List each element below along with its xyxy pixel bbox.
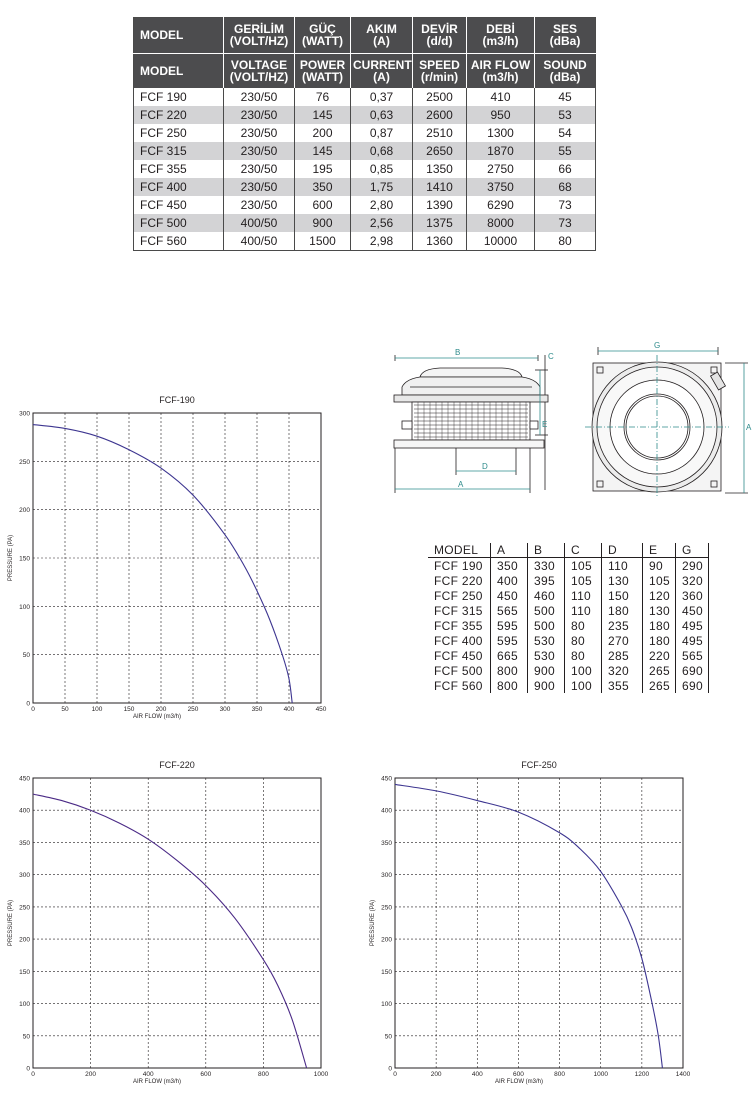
x-tick-label: 50 xyxy=(61,706,69,713)
dim-header-cell: E xyxy=(643,543,676,558)
dim-cell: 235 xyxy=(602,618,643,633)
spec-header-cell: POWER (WATT) xyxy=(295,54,351,89)
dim-label-b: B xyxy=(455,348,461,357)
y-tick-label: 400 xyxy=(19,807,30,815)
spec-cell: 10000 xyxy=(467,232,535,251)
dim-cell: 530 xyxy=(528,633,565,648)
x-axis-label: AIR FLOW (m3/h) xyxy=(132,714,182,720)
dim-row xyxy=(428,633,709,648)
y-tick-label: 300 xyxy=(381,872,392,880)
spec-cell: FCF 315 xyxy=(134,142,224,160)
spec-cell: 73 xyxy=(535,214,596,232)
y-tick-label: 150 xyxy=(19,555,30,563)
spec-cell: 145 xyxy=(295,106,351,124)
dim-cell: FCF 250 xyxy=(434,588,483,603)
dim-row xyxy=(428,663,709,678)
spec-header-cell: DEBİ (m3/h) xyxy=(467,18,535,54)
spec-cell: 68 xyxy=(535,178,596,196)
y-tick-label: 150 xyxy=(19,968,30,976)
dim-cell: FCF 315 xyxy=(434,603,483,618)
spec-cell: 1390 xyxy=(413,196,467,214)
spec-header-cell: AKIM (A) xyxy=(351,18,413,54)
spec-cell: 0,37 xyxy=(351,88,413,106)
dim-cell: 495 xyxy=(676,633,709,648)
dim-cell: 900 xyxy=(528,678,565,693)
dim-cell: 150 xyxy=(602,588,643,603)
spec-header-cell: CURRENT (A) xyxy=(351,54,413,89)
y-tick-label: 200 xyxy=(19,507,30,515)
spec-cell: 2650 xyxy=(413,142,467,160)
spec-cell: 1360 xyxy=(413,232,467,251)
spec-cell: FCF 450 xyxy=(140,198,187,212)
dim-cell: 130 xyxy=(602,573,643,588)
x-tick-label: 800 xyxy=(257,1071,269,1078)
x-tick-label: 1200 xyxy=(634,1071,650,1078)
dim-cell: 800 xyxy=(491,678,528,693)
dim-cell: 90 xyxy=(643,558,676,574)
x-tick-label: 200 xyxy=(85,1071,97,1078)
spec-cell: FCF 500 xyxy=(134,214,224,232)
spec-cell: FCF 220 xyxy=(134,106,224,124)
dim-cell: 495 xyxy=(676,618,709,633)
y-tick-label: 50 xyxy=(22,1033,30,1041)
y-tick-label: 350 xyxy=(381,839,392,847)
dim-cell: 320 xyxy=(676,573,709,588)
dim-cell: 105 xyxy=(643,573,676,588)
spec-cell: FCF 250 xyxy=(140,126,187,140)
pressure-curve xyxy=(33,425,292,703)
spec-header-cell: VOLTAGE (VOLT/HZ) xyxy=(224,54,295,89)
y-tick-label: 200 xyxy=(19,936,30,944)
y-tick-label: 50 xyxy=(22,652,30,660)
spec-cell: 6290 xyxy=(467,196,535,214)
x-tick-label: 150 xyxy=(123,706,135,713)
dim-cell: 400 xyxy=(491,573,528,588)
spec-cell: 230/50 xyxy=(224,178,295,196)
spec-cell: 230/50 xyxy=(224,142,295,160)
dim-row xyxy=(428,558,709,574)
spec-cell: 145 xyxy=(295,142,351,160)
dim-cell: 120 xyxy=(643,588,676,603)
dim-cell: 265 xyxy=(643,663,676,678)
spec-header-cell: SOUND (dBa) xyxy=(535,54,596,89)
dim-cell: 595 xyxy=(491,618,528,633)
spec-cell: FCF 190 xyxy=(140,90,187,104)
spec-header-cell: DEVİR (d/d) xyxy=(413,18,467,54)
spec-row xyxy=(134,214,596,232)
dim-label-a: A xyxy=(458,480,464,489)
dim-cell: 80 xyxy=(565,618,602,633)
dim-cell: 530 xyxy=(528,648,565,663)
dim-header-cell: A xyxy=(491,543,528,558)
dim-cell: 180 xyxy=(643,618,676,633)
x-tick-label: 350 xyxy=(251,706,263,713)
spec-cell: FCF 560 xyxy=(140,234,187,248)
spec-cell: 950 xyxy=(467,106,535,124)
fcf-250-pressure-chart xyxy=(362,758,692,1093)
spec-header-row-en xyxy=(134,54,596,89)
dim-row xyxy=(428,678,709,693)
spec-cell: 2510 xyxy=(413,124,467,142)
y-tick-label: 450 xyxy=(381,775,392,783)
spec-row xyxy=(134,142,596,160)
dim-cell: 270 xyxy=(602,633,643,648)
spec-cell: 3750 xyxy=(467,178,535,196)
y-tick-label: 250 xyxy=(19,458,30,466)
spec-row xyxy=(134,160,596,178)
x-tick-label: 1400 xyxy=(675,1071,691,1078)
spec-header-cell: SPEED (r/min) xyxy=(413,54,467,89)
spec-cell: 1870 xyxy=(467,142,535,160)
spec-cell: 230/50 xyxy=(224,160,295,178)
dim-cell: 595 xyxy=(491,633,528,648)
spec-cell: 66 xyxy=(535,160,596,178)
fan-top-view xyxy=(585,347,748,497)
dim-header-cell: G xyxy=(676,543,709,558)
chart-title: FCF-190 xyxy=(159,395,195,405)
dim-cell: 285 xyxy=(602,648,643,663)
dim-cell: 565 xyxy=(491,603,528,618)
spec-cell: 2600 xyxy=(413,106,467,124)
x-tick-label: 450 xyxy=(315,706,327,713)
x-tick-label: 200 xyxy=(430,1071,442,1078)
spec-cell: 1,75 xyxy=(351,178,413,196)
dim-label-a-top: A xyxy=(746,423,752,432)
spec-cell: 230/50 xyxy=(224,124,295,142)
dim-label-g: G xyxy=(654,341,661,350)
dim-cell: 350 xyxy=(491,558,528,574)
spec-cell: 2,56 xyxy=(351,214,413,232)
dim-cell: FCF 400 xyxy=(434,633,483,648)
dim-cell: 900 xyxy=(528,663,565,678)
x-tick-label: 400 xyxy=(283,706,295,713)
dim-header-cell: C xyxy=(565,543,602,558)
dim-cell: 80 xyxy=(565,633,602,648)
x-tick-label: 600 xyxy=(512,1071,524,1078)
dim-cell: 220 xyxy=(643,648,676,663)
spec-cell: 230/50 xyxy=(224,106,295,124)
spec-cell: 45 xyxy=(535,88,596,106)
x-axis-label: AIR FLOW (m3/h) xyxy=(132,1079,182,1085)
fcf-220-pressure-chart xyxy=(0,758,330,1093)
spec-header-cell: AIR FLOW (m3/h) xyxy=(467,54,535,89)
dim-cell: FCF 560 xyxy=(434,678,483,693)
y-axis-label: PRESSURE (PA) xyxy=(370,899,376,947)
dim-cell: 565 xyxy=(676,648,709,663)
dim-cell: 500 xyxy=(528,603,565,618)
spec-cell: 1410 xyxy=(413,178,467,196)
x-tick-label: 0 xyxy=(31,1071,35,1078)
spec-cell: 80 xyxy=(535,232,596,251)
spec-cell: 54 xyxy=(535,124,596,142)
x-tick-label: 100 xyxy=(91,706,103,713)
spec-row xyxy=(134,196,596,214)
spec-cell: 1350 xyxy=(413,160,467,178)
dim-cell: 450 xyxy=(676,603,709,618)
spec-cell: 400/50 xyxy=(224,232,295,251)
x-tick-label: 400 xyxy=(471,1071,483,1078)
dim-cell: 265 xyxy=(643,678,676,693)
dim-cell: 665 xyxy=(491,648,528,663)
dim-row xyxy=(428,618,709,633)
dim-cell: 130 xyxy=(643,603,676,618)
spec-cell: 400/50 xyxy=(224,214,295,232)
dim-cell: 110 xyxy=(565,588,602,603)
spec-cell: FCF 355 xyxy=(140,162,187,176)
y-tick-label: 250 xyxy=(381,904,392,912)
x-axis-label: AIR FLOW (m3/h) xyxy=(494,1079,544,1085)
dim-cell: 360 xyxy=(676,588,709,603)
spec-row xyxy=(134,88,596,106)
y-tick-label: 0 xyxy=(388,1065,392,1073)
y-tick-label: 50 xyxy=(384,1033,392,1041)
dim-row xyxy=(428,588,709,603)
x-tick-label: 250 xyxy=(187,706,199,713)
y-tick-label: 100 xyxy=(19,603,30,611)
y-axis-label: PRESSURE (PA) xyxy=(8,534,14,582)
spec-row xyxy=(134,178,596,196)
spec-cell: 200 xyxy=(295,124,351,142)
spec-header-cell: GÜÇ (WATT) xyxy=(295,18,351,54)
dim-row xyxy=(428,573,709,588)
spec-header-cell: GERİLİM (VOLT/HZ) xyxy=(224,18,295,54)
spec-row xyxy=(134,124,596,142)
spec-cell: 0,87 xyxy=(351,124,413,142)
spec-cell: 230/50 xyxy=(224,88,295,106)
dim-label-d: D xyxy=(482,462,488,471)
dim-cell: 100 xyxy=(565,663,602,678)
spec-row xyxy=(134,106,596,124)
dim-row xyxy=(428,603,709,618)
dim-header-row xyxy=(428,543,709,558)
spec-cell: 410 xyxy=(467,88,535,106)
x-tick-label: 0 xyxy=(31,706,35,713)
fcf-190-pressure-chart xyxy=(0,393,330,728)
y-tick-label: 450 xyxy=(19,775,30,783)
dim-label-c: C xyxy=(548,352,554,361)
dim-cell: 450 xyxy=(491,588,528,603)
y-tick-label: 350 xyxy=(19,839,30,847)
y-tick-label: 300 xyxy=(19,872,30,880)
chart-title: FCF-220 xyxy=(159,760,195,770)
y-tick-label: 250 xyxy=(19,904,30,912)
spec-row xyxy=(134,232,596,251)
spec-cell: 600 xyxy=(295,196,351,214)
spec-cell: 230/50 xyxy=(224,196,295,214)
y-tick-label: 0 xyxy=(26,700,30,708)
spec-cell: 55 xyxy=(535,142,596,160)
dim-header-cell: B xyxy=(528,543,565,558)
pressure-curve xyxy=(33,794,307,1068)
pressure-curve xyxy=(395,784,662,1068)
y-tick-label: 400 xyxy=(381,807,392,815)
x-tick-label: 0 xyxy=(393,1071,397,1078)
spec-header-cell: MODEL xyxy=(134,18,224,54)
dim-cell: 290 xyxy=(676,558,709,574)
dim-header-cell: D xyxy=(602,543,643,558)
x-tick-label: 400 xyxy=(142,1071,154,1078)
chart-title: FCF-250 xyxy=(521,760,557,770)
y-tick-label: 0 xyxy=(26,1065,30,1073)
spec-cell: 2750 xyxy=(467,160,535,178)
dimensions-table xyxy=(428,543,709,693)
spec-cell: FCF 400 xyxy=(134,178,224,196)
dim-cell: 100 xyxy=(565,678,602,693)
dim-cell: 395 xyxy=(528,573,565,588)
dim-cell: FCF 450 xyxy=(434,648,483,663)
plot-frame xyxy=(33,778,321,1068)
x-tick-label: 600 xyxy=(200,1071,212,1078)
spec-header-cell: MODEL xyxy=(134,54,224,89)
dim-cell: 80 xyxy=(565,648,602,663)
spec-header-row-tr xyxy=(134,18,596,54)
spec-cell: 76 xyxy=(295,88,351,106)
dim-cell: 500 xyxy=(528,618,565,633)
x-tick-label: 1000 xyxy=(593,1071,608,1078)
spec-cell: 195 xyxy=(295,160,351,178)
spec-cell: 73 xyxy=(535,196,596,214)
dim-cell: 110 xyxy=(602,558,643,574)
spec-cell: 0,63 xyxy=(351,106,413,124)
spec-cell: 1375 xyxy=(413,214,467,232)
dim-cell: 105 xyxy=(565,558,602,574)
dim-cell: 320 xyxy=(602,663,643,678)
fan-dimension-drawings xyxy=(380,335,755,505)
spec-cell: 2500 xyxy=(413,88,467,106)
dim-cell: 800 xyxy=(491,663,528,678)
dim-cell: 180 xyxy=(602,603,643,618)
spec-cell: 350 xyxy=(295,178,351,196)
dim-label-e: E xyxy=(542,420,548,429)
x-tick-label: 300 xyxy=(219,706,231,713)
spec-header-cell: SES (dBa) xyxy=(535,18,596,54)
y-tick-label: 100 xyxy=(19,1001,30,1009)
spec-cell: 2,98 xyxy=(351,232,413,251)
spec-cell: 2,80 xyxy=(351,196,413,214)
dim-cell: 330 xyxy=(528,558,565,574)
dim-cell: 460 xyxy=(528,588,565,603)
y-tick-label: 150 xyxy=(381,968,392,976)
dim-cell: 110 xyxy=(565,603,602,618)
y-tick-label: 200 xyxy=(381,936,392,944)
y-tick-label: 100 xyxy=(381,1001,392,1009)
dim-cell: 690 xyxy=(676,678,709,693)
spec-cell: 900 xyxy=(295,214,351,232)
spec-cell: 1500 xyxy=(295,232,351,251)
dim-cell: 105 xyxy=(565,573,602,588)
spec-cell: 1300 xyxy=(467,124,535,142)
fan-side-view xyxy=(394,355,548,493)
dim-header-cell: MODEL xyxy=(428,543,491,558)
dim-row xyxy=(428,648,709,663)
dim-cell: FCF 220 xyxy=(434,573,483,588)
x-tick-label: 800 xyxy=(554,1071,566,1078)
y-axis-label: PRESSURE (PA) xyxy=(8,899,14,947)
dim-cell: FCF 190 xyxy=(434,558,483,573)
spec-cell: 0,68 xyxy=(351,142,413,160)
dim-cell: 180 xyxy=(643,633,676,648)
spec-cell: 0,85 xyxy=(351,160,413,178)
y-tick-label: 300 xyxy=(19,410,30,418)
x-tick-label: 1000 xyxy=(313,1071,329,1078)
dim-cell: 355 xyxy=(602,678,643,693)
spec-table xyxy=(133,17,596,251)
dim-cell: FCF 355 xyxy=(434,618,483,633)
spec-cell: 53 xyxy=(535,106,596,124)
dim-cell: 690 xyxy=(676,663,709,678)
spec-cell: 8000 xyxy=(467,214,535,232)
x-tick-label: 200 xyxy=(155,706,167,713)
dim-cell: FCF 500 xyxy=(434,663,483,678)
